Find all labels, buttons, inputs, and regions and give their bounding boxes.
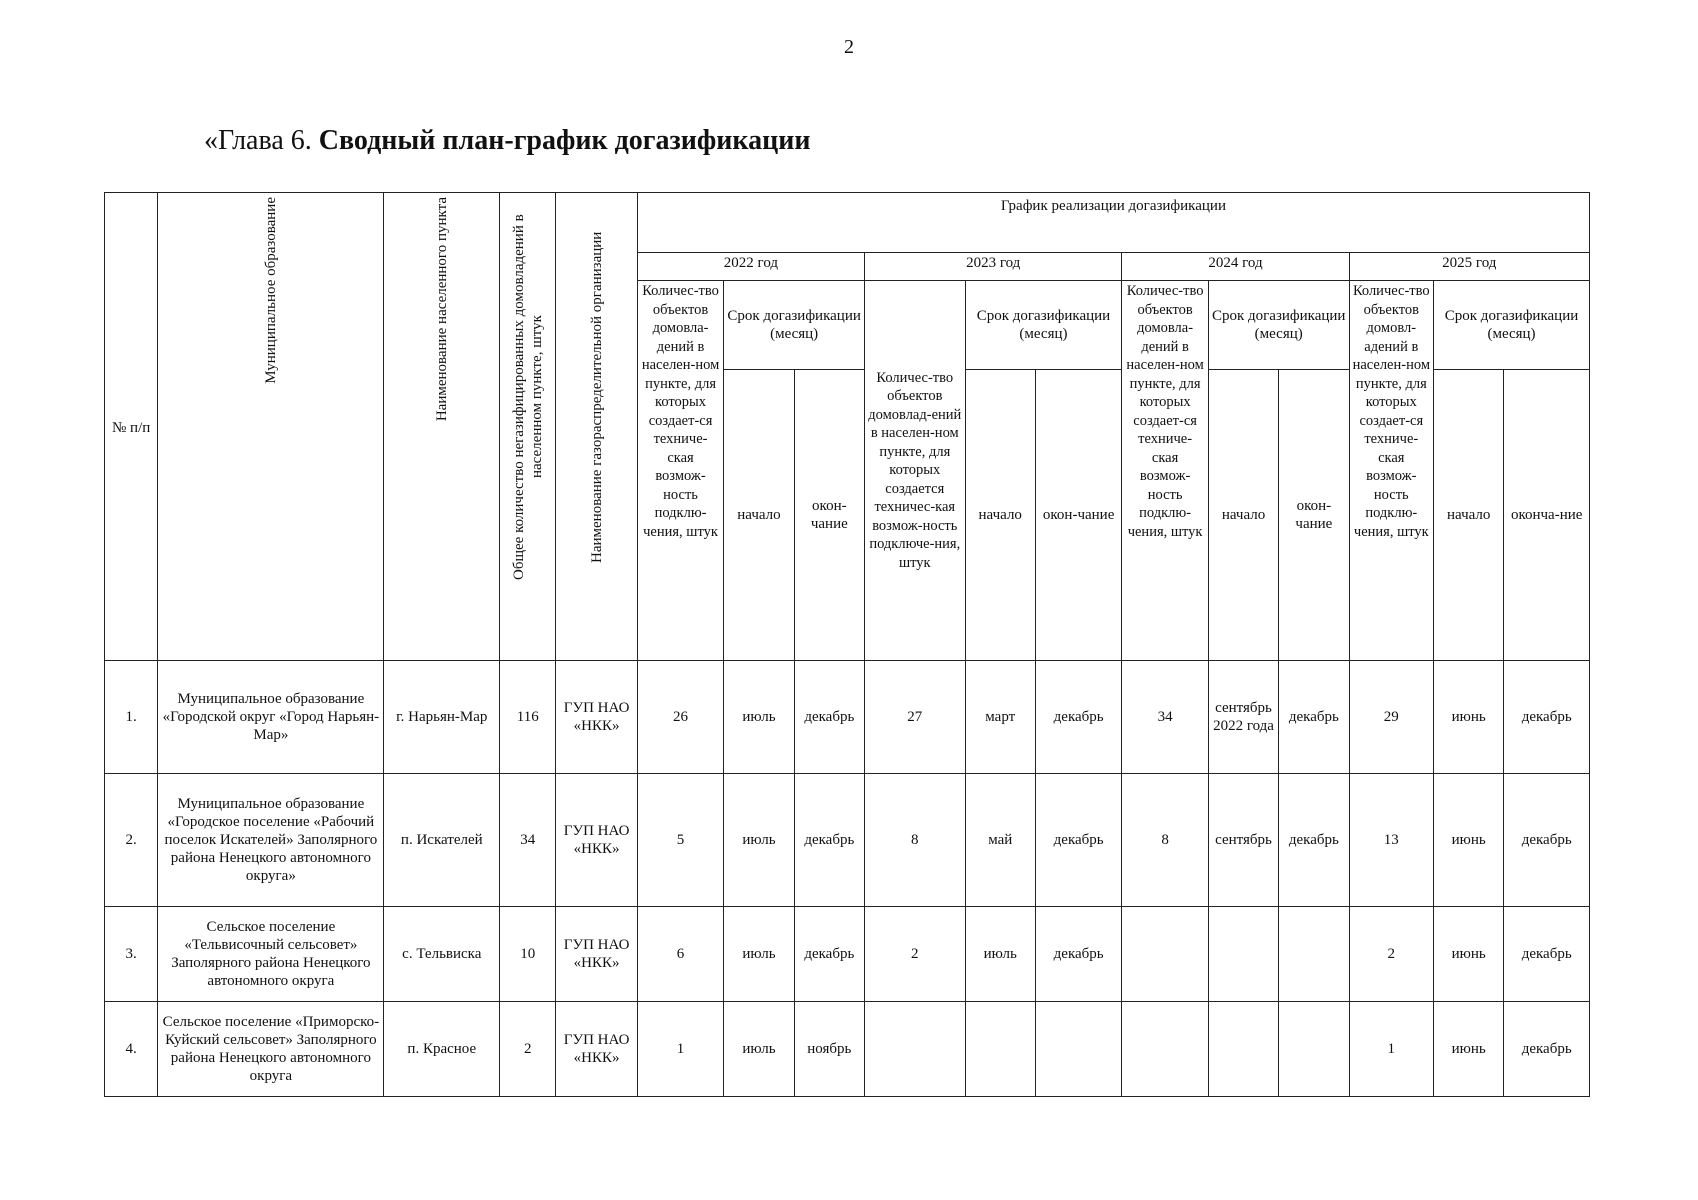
- header-term-2022: Срок догазификации (месяц): [724, 281, 865, 370]
- row-2024-end: [1279, 907, 1349, 1002]
- row-2025-end: декабрь: [1504, 774, 1590, 907]
- table-row: [105, 774, 1590, 907]
- row-2025-qty: 2: [1349, 907, 1433, 1002]
- row-2024-end: декабрь: [1279, 774, 1349, 907]
- header-qty-2022: Количес-тво объектов домовла-дений в населен-ном пункте, для которых создает-ся техниче-ская возмож-ность подклю-чения, штук: [637, 281, 723, 661]
- header-total-text: Общее количество негазифицированных домовладений в населенном пункте, штук: [510, 214, 545, 580]
- header-term-2023: Срок догазификации (месяц): [965, 281, 1122, 370]
- row-2023-qty: [865, 1002, 966, 1097]
- header-year-2022: 2022 год: [637, 253, 864, 281]
- header-schedule: График реализации догазификации: [637, 193, 1589, 253]
- row-2024-start: [1208, 907, 1278, 1002]
- row-municipality: Сельское поселение «Тельвисочный сельсовет» Заполярного района Ненецкого автономного округа: [158, 907, 384, 1002]
- header-end-2024: окон-чание: [1279, 370, 1349, 661]
- row-num: 4.: [105, 1002, 158, 1097]
- row-settlement: г. Нарьян-Мар: [384, 661, 500, 774]
- row-2022-qty: 6: [637, 907, 723, 1002]
- row-2022-qty: 26: [637, 661, 723, 774]
- header-qty-2023: Количес-тво объектов домовлад-ений в населен-ном пункте, для которых создается техничес-кая возмож-ность подключе-ния, штук: [865, 281, 966, 661]
- page-number: 2: [844, 36, 854, 58]
- row-2025-qty: 13: [1349, 774, 1433, 907]
- row-org: ГУП НАО «НКК»: [556, 774, 637, 907]
- row-2022-end: декабрь: [794, 661, 864, 774]
- row-2023-start: май: [965, 774, 1035, 907]
- row-2022-end: ноябрь: [794, 1002, 864, 1097]
- table-row: [105, 1002, 1590, 1097]
- row-2023-qty: 2: [865, 907, 966, 1002]
- row-2024-qty: [1122, 907, 1208, 1002]
- row-2025-qty: 29: [1349, 661, 1433, 774]
- header-municipality-text: Муниципальное образование: [262, 197, 279, 384]
- row-2024-start: сентябрь 2022 года: [1208, 661, 1278, 774]
- header-municipality: [158, 193, 384, 661]
- header-total: [500, 193, 556, 661]
- row-2023-start: июль: [965, 907, 1035, 1002]
- row-2022-qty: 1: [637, 1002, 723, 1097]
- row-2023-start: март: [965, 661, 1035, 774]
- row-org: ГУП НАО «НКК»: [556, 907, 637, 1002]
- row-municipality: Сельское поселение «Приморско-Куйский сельсовет» Заполярного района Ненецкого автономного округа: [158, 1002, 384, 1097]
- row-2023-end: [1035, 1002, 1121, 1097]
- row-2024-end: [1279, 1002, 1349, 1097]
- chapter-heading: [204, 125, 811, 157]
- gasification-schedule-table: [104, 192, 1590, 1097]
- row-total: 10: [500, 907, 556, 1002]
- row-2023-qty: 8: [865, 774, 966, 907]
- row-settlement: п. Искателей: [384, 774, 500, 907]
- row-2024-qty: 34: [1122, 661, 1208, 774]
- row-2023-qty: 27: [865, 661, 966, 774]
- row-municipality: Муниципальное образование «Городское поселение «Рабочий поселок Искателей» Заполярного района Ненецкого автономного округа»: [158, 774, 384, 907]
- row-settlement: п. Красное: [384, 1002, 500, 1097]
- chapter-title: Сводный план-график догазификации: [318, 125, 811, 156]
- header-year-2025: 2025 год: [1349, 253, 1589, 281]
- row-2025-start: июнь: [1434, 774, 1504, 907]
- row-2024-qty: [1122, 1002, 1208, 1097]
- row-num: 1.: [105, 661, 158, 774]
- row-2024-start: [1208, 1002, 1278, 1097]
- header-end-2022: окон-чание: [794, 370, 864, 661]
- header-term-2024: Срок догазификации (месяц): [1208, 281, 1349, 370]
- row-2022-start: июль: [724, 1002, 794, 1097]
- row-2024-qty: 8: [1122, 774, 1208, 907]
- row-2023-end: декабрь: [1035, 774, 1121, 907]
- header-org-text: Наименование газораспределительной организации: [588, 231, 605, 563]
- header-end-2025: оконча-ние: [1504, 370, 1590, 661]
- header-org: [556, 193, 637, 661]
- row-2022-start: июль: [724, 661, 794, 774]
- header-start-2024: начало: [1208, 370, 1278, 661]
- header-term-2025: Срок догазификации (месяц): [1434, 281, 1590, 370]
- chapter-prefix: «Глава 6.: [204, 125, 312, 156]
- row-2022-start: июль: [724, 907, 794, 1002]
- row-2022-end: декабрь: [794, 907, 864, 1002]
- table-row: [105, 661, 1590, 774]
- header-start-2022: начало: [724, 370, 794, 661]
- header-qty-2024: Количес-тво объектов домовла-дений в населен-ном пункте, для которых создает-ся техниче-ская возмож-ность подклю-чения, штук: [1122, 281, 1208, 661]
- row-2023-start: [965, 1002, 1035, 1097]
- row-2025-end: декабрь: [1504, 907, 1590, 1002]
- row-num: 2.: [105, 774, 158, 907]
- header-year-2024: 2024 год: [1122, 253, 1349, 281]
- row-2023-end: декабрь: [1035, 907, 1121, 1002]
- row-2025-end: декабрь: [1504, 661, 1590, 774]
- row-2024-start: сентябрь: [1208, 774, 1278, 907]
- row-settlement: с. Тельвиска: [384, 907, 500, 1002]
- row-2025-start: июнь: [1434, 907, 1504, 1002]
- row-2025-end: декабрь: [1504, 1002, 1590, 1097]
- row-num: 3.: [105, 907, 158, 1002]
- row-2023-end: декабрь: [1035, 661, 1121, 774]
- row-2022-start: июль: [724, 774, 794, 907]
- table-row: [105, 907, 1590, 1002]
- row-2022-qty: 5: [637, 774, 723, 907]
- row-total: 2: [500, 1002, 556, 1097]
- header-start-2025: начало: [1434, 370, 1504, 661]
- header-year-2023: 2023 год: [865, 253, 1122, 281]
- header-qty-2025: Количес-тво объектов домовл-адений в населен-ном пункте, для которых создает-ся техниче-ская возмож-ность подклю-чения, штук: [1349, 281, 1433, 661]
- header-settlement: [384, 193, 500, 661]
- row-2025-start: июнь: [1434, 1002, 1504, 1097]
- row-total: 116: [500, 661, 556, 774]
- row-2025-qty: 1: [1349, 1002, 1433, 1097]
- row-total: 34: [500, 774, 556, 907]
- row-org: ГУП НАО «НКК»: [556, 661, 637, 774]
- header-num: № п/п: [105, 193, 158, 661]
- row-2022-end: декабрь: [794, 774, 864, 907]
- header-settlement-text: Наименование населенного пункта: [433, 197, 450, 422]
- row-municipality: Муниципальное образование «Городской округ «Город Нарьян-Мар»: [158, 661, 384, 774]
- row-2024-end: декабрь: [1279, 661, 1349, 774]
- row-org: ГУП НАО «НКК»: [556, 1002, 637, 1097]
- row-2025-start: июнь: [1434, 661, 1504, 774]
- header-start-2023: начало: [965, 370, 1035, 661]
- header-end-2023: окон-чание: [1035, 370, 1121, 661]
